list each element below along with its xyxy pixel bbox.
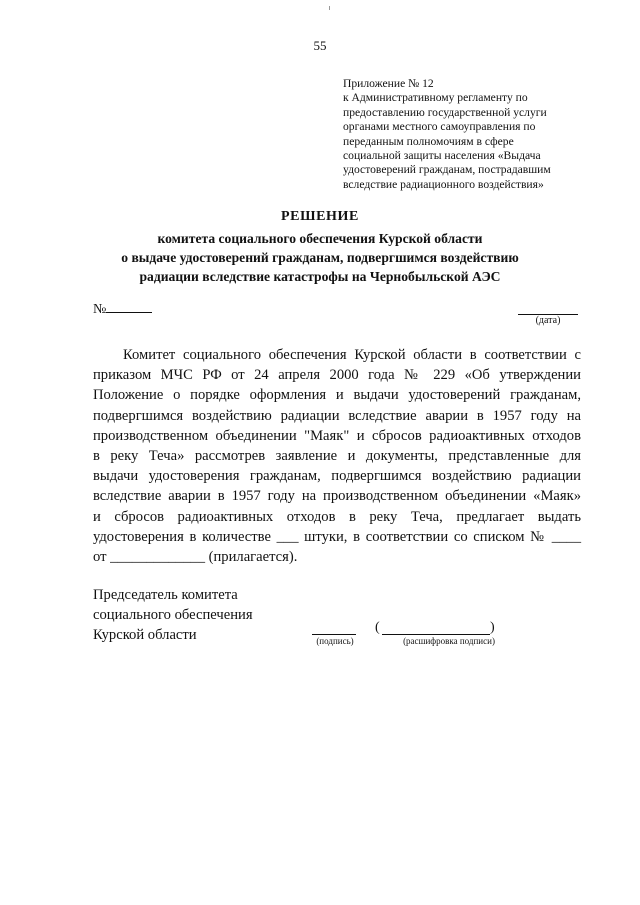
scan-mark <box>329 6 330 10</box>
body-line: приказом МЧС РФ от 24 апреля 2000 года № 229 «Об утверждении <box>93 367 581 384</box>
body-line: от _____________ (прилагается). <box>93 549 298 566</box>
appendix-note <box>343 77 628 192</box>
appendix-line: Приложение № 12 <box>343 77 434 90</box>
document-subtitle <box>0 229 640 286</box>
date-label: (дата) <box>535 315 561 326</box>
signatory-block <box>93 585 253 646</box>
decision-body <box>93 345 581 567</box>
document-title: РЕШЕНИЕ <box>281 209 359 224</box>
decode-close-paren: ) <box>490 620 495 635</box>
subtitle-line: о выдаче удостоверений гражданам, подвергшимся воздействию <box>121 250 519 265</box>
body-line: выдачи удостоверения гражданам, подвергшимся воздействию радиации <box>93 468 581 485</box>
decode-open-paren: ( <box>375 620 380 635</box>
appendix-line: вследствие радиационного воздействия» <box>343 177 544 191</box>
subtitle-line: комитета социального обеспечения Курской области <box>157 231 483 246</box>
signatory-line: социального обеспечения <box>93 607 253 624</box>
appendix-line: социальной защиты населения «Выдача <box>343 149 541 163</box>
decode-blank-line[interactable] <box>382 634 490 635</box>
subtitle-line: радиации вследствие катастрофы на Чернобыльской АЭС <box>139 269 501 284</box>
number-blank-line[interactable] <box>106 300 152 313</box>
decode-label: (расшифровка подписи) <box>403 636 495 646</box>
decision-number-field[interactable] <box>93 300 152 318</box>
body-line: удостоверения в количестве ___ штуки, в соответствии со списком № ____ <box>93 528 581 545</box>
body-line: Положение о порядке оформления и выдачи удостоверений гражданам, <box>93 387 581 404</box>
body-line: производственном объединении "Маяк" и сбросов радиоактивных отходов <box>93 427 581 444</box>
signatory-line: Курской области <box>93 627 197 644</box>
number-label: № <box>93 302 107 317</box>
body-line: подвергшимся воздействию радиации вследствие аварии в 1957 году на <box>93 407 581 424</box>
page-number: 55 <box>313 38 327 53</box>
signatory-line: Председатель комитета <box>93 587 238 603</box>
body-line: Комитет социального обеспечения Курской области в соответствии с <box>123 347 581 363</box>
appendix-line: органами местного самоуправления по <box>343 120 536 134</box>
body-line: и сбросов радиоактивных отходов в реку Теча, предлагает выдать <box>93 508 581 525</box>
body-line: вследствие аварии в 1957 году на производственном объединении «Маяк» <box>93 488 581 505</box>
signature-label: (подпись) <box>316 636 354 646</box>
appendix-line: предоставлению государственной услуги <box>343 105 547 119</box>
appendix-line: переданным полномочиям в сфере <box>343 134 514 148</box>
body-line: в реку Теча» рассмотрев заявление и документы, представленные для <box>93 448 581 465</box>
appendix-line: к Административному регламенту по <box>343 91 528 105</box>
signature-blank-line[interactable] <box>312 634 356 635</box>
appendix-line: удостоверений гражданам, пострадавшим <box>343 163 551 177</box>
